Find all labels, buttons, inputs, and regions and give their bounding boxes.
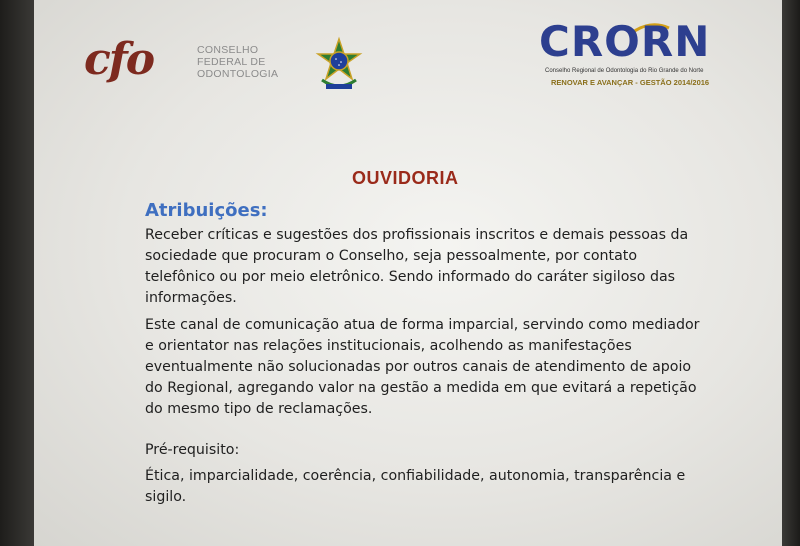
cfo-line-2: FEDERAL DE [197,56,266,68]
prereq-label: Pré-requisito: [145,442,240,458]
projector-frame-left [0,0,34,546]
crorn-tagline: Conselho Regional de Odontologia do Rio Grande do Norte [545,68,704,74]
prereq-text: Ética, imparcialidade, coerência, confiabilidade, autonomia, transparência e sigilo. [145,468,686,505]
cfo-logo-mark: cfo [84,34,154,85]
cfo-line-3: ODONTOLOGIA [197,68,279,80]
projector-frame-right [782,0,800,546]
crorn-logo-title: CRORN [539,17,711,66]
cfo-logo [84,34,294,94]
crorn-motto: RENOVAR E AVANÇAR - GESTÃO 2014/2016 [551,78,710,87]
cfo-line-1: CONSELHO [197,44,259,56]
slide [34,0,782,546]
section-heading: Atribuições: [145,200,268,221]
paragraph-2: Este canal de comunicação atua de forma imparcial, servindo como mediador e orientator nas relações institucionais, acolhendo as manifestações eventualmente não solucionadas por outros canais de atendimento de apoio do Regional, agregando valor na gestão a medida em que evitará a repetição do mesmo tipo de reclamações. [145,317,700,417]
slide-title: OUVIDORIA [352,168,459,188]
crorn-logo [539,18,739,100]
cfo-logo-text [197,44,278,80]
paragraph-1: Receber críticas e sugestões dos profissionais inscritos e demais pessoas da sociedade que procuram o Conselho, seja pessoalmente, por contato telefônico ou por meio eletrônico. Sendo informado do caráter sigiloso das informações. [145,227,689,306]
brazil-coat-of-arms-icon [314,36,364,94]
